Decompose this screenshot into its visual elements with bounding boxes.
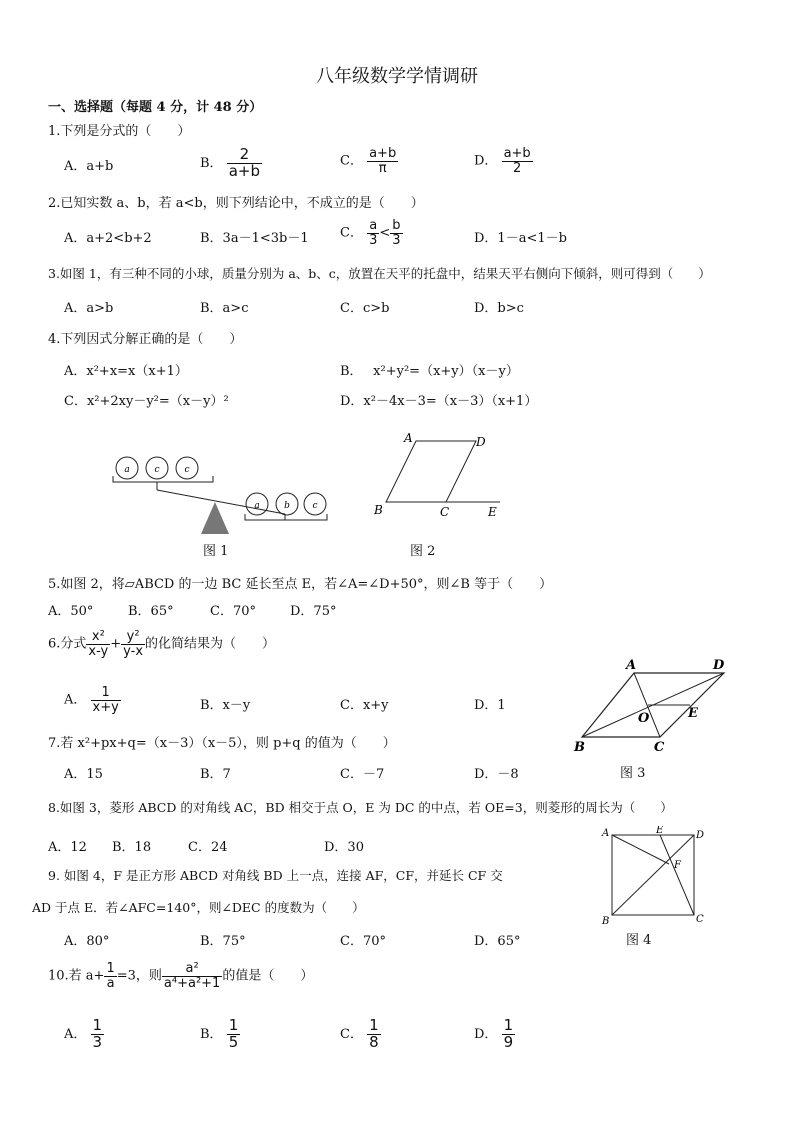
segment-af <box>612 835 669 864</box>
option-label: A． <box>64 1026 87 1042</box>
figure-4-caption: 图 4 <box>626 933 652 948</box>
stem-text: 的化简结果为（ ） <box>145 636 276 652</box>
q5-option-b: B．65° <box>128 604 174 619</box>
q1-option-b <box>200 147 262 180</box>
q9-option-c: C．70° <box>340 934 386 949</box>
q1-option-a: A．a+b <box>64 159 114 174</box>
denominator: π <box>378 160 387 176</box>
numerator: 1 <box>503 1016 514 1034</box>
option-label: B． <box>200 1026 223 1042</box>
label-e: E <box>488 505 497 519</box>
q6-stem <box>48 630 275 658</box>
q8-option-b: B．18 <box>112 840 152 855</box>
numerator: a+b <box>369 146 397 161</box>
option-label: D． <box>474 1026 498 1042</box>
fraction <box>162 962 222 990</box>
ball-label: b <box>284 501 290 511</box>
label-a: A <box>404 431 413 445</box>
label-d: D <box>696 830 705 841</box>
q2-option-a: A．a+2<b+2 <box>64 231 152 246</box>
numerator: a² <box>162 962 222 977</box>
label-b: B <box>574 740 585 755</box>
figure-3-caption: 图 3 <box>620 766 646 781</box>
q10-option-d <box>474 1018 515 1051</box>
option-label: B． <box>200 155 223 171</box>
operator: + <box>110 636 122 652</box>
fraction <box>91 1018 105 1051</box>
q8-option-d: D．30 <box>324 840 364 855</box>
fulcrum <box>201 502 229 534</box>
q7-stem: 7.若 x²+px+q=（x－3）（x－5），则 p+q 的值为（ ） <box>48 736 396 751</box>
numerator: 2 <box>227 147 262 164</box>
ball-label: c <box>154 465 160 475</box>
numerator: 1 <box>106 961 115 976</box>
q8-stem: 8.如图 3，菱形 ABCD 的对角线 AC，BD 相交于点 O，E 为 DC 的中点，若 OE=3，则菱形的周长为（ ） <box>48 800 673 815</box>
numerator: a <box>367 219 379 234</box>
stem-text: 6.分式 <box>48 636 87 652</box>
q9-line-2: AD 于点 E．若∠AFC=140°，则∠DEC 的度数为（ ） <box>32 900 365 915</box>
q7-option-b: B．7 <box>200 767 231 782</box>
label-a: A <box>602 828 610 839</box>
numerator: 1 <box>228 1016 239 1034</box>
q1-option-c <box>340 147 398 175</box>
q3-option-b: B．a>c <box>200 301 249 316</box>
section-heading: 一、选择题（每题 4 分，计 48 分） <box>48 100 263 115</box>
denominator: a⁴+a²+1 <box>163 975 221 991</box>
numerator: 1 <box>369 1016 379 1034</box>
q4-option-d: D．x²－4x－3=（x－3）（x+1） <box>340 394 538 409</box>
q9-option-d: D．65° <box>474 934 521 949</box>
numerator: 1 <box>92 1016 103 1034</box>
ball-label: a <box>124 465 130 475</box>
ball-label: a <box>254 501 260 511</box>
page-title: 八年级数学学情调研 <box>316 66 478 87</box>
fraction <box>121 630 145 658</box>
label-a: A <box>626 658 637 673</box>
figure-2-caption: 图 2 <box>410 544 436 559</box>
option-label: C． <box>340 1026 363 1042</box>
fraction <box>367 147 398 175</box>
q10-option-a <box>64 1018 104 1051</box>
label-c: C <box>654 740 665 755</box>
fraction <box>91 686 121 714</box>
q2-option-b: B．3a－1<3b－1 <box>200 231 309 246</box>
denominator: 2 <box>513 160 522 176</box>
denominator: a <box>106 975 115 991</box>
label-d: D <box>713 658 725 673</box>
q10-option-c <box>340 1018 381 1051</box>
fraction <box>367 219 379 247</box>
denominator: 8 <box>369 1032 379 1051</box>
fraction <box>390 219 402 247</box>
fraction <box>367 1018 381 1051</box>
option-label: D． <box>474 153 498 169</box>
q5-option-a: A．50° <box>48 604 94 619</box>
q9-line-1: 9. 如图 4，F 是正方形 ABCD 对角线 BD 上一点，连接 AF，CF，并延长 CF 交 <box>48 868 503 883</box>
q7-option-a: A．15 <box>64 767 103 782</box>
label-f: F <box>674 860 681 871</box>
figure-1-caption: 图 1 <box>203 544 229 559</box>
denominator: 3 <box>92 1032 103 1051</box>
label-b: B <box>374 503 383 517</box>
denominator: a+b <box>228 161 260 180</box>
q4-option-b: B． x²+y²=（x+y）（x－y） <box>340 364 519 379</box>
q10-stem <box>48 962 313 990</box>
option-label: C． <box>340 153 363 169</box>
q10-option-b <box>200 1018 240 1051</box>
q8-option-a: A．12 <box>48 840 87 855</box>
label-e: E <box>656 826 664 836</box>
denominator: 5 <box>228 1032 239 1051</box>
q5-option-d: D．75° <box>290 604 337 619</box>
q9-option-a: A．80° <box>64 934 110 949</box>
q3-option-a: A．a>b <box>64 301 114 316</box>
denominator: 9 <box>503 1032 514 1051</box>
fraction <box>502 147 533 175</box>
q5-stem: 5.如图 2，将▱ABCD 的一边 BC 延长至点 E，若∠A=∠D+50°，则∠B 等于（ ） <box>48 577 553 592</box>
denominator: x-y <box>88 643 109 659</box>
q4-option-a: A．x²+x=x（x+1） <box>64 364 188 379</box>
stem-text: =3，则 <box>116 968 162 984</box>
q3-stem: 3.如图 1，有三种不同的小球，质量分别为 a、b、c，放置在天平的托盘中，结果天平右侧向下倾斜，则可得到（ ） <box>48 266 711 281</box>
option-label: C． <box>340 225 363 241</box>
segment-ec <box>660 835 694 915</box>
label-d: D <box>476 435 486 449</box>
q6-option-a <box>64 686 121 714</box>
q4-stem: 4.下列因式分解正确的是（ ） <box>48 332 243 347</box>
denominator: 3 <box>369 232 378 248</box>
denominator: 3 <box>392 232 401 248</box>
fraction <box>227 1018 241 1051</box>
q7-option-d: D．－8 <box>474 767 519 782</box>
figure-2-parallelogram <box>368 428 508 522</box>
label-o: O <box>638 711 650 726</box>
option-label: A． <box>64 692 87 708</box>
denominator: x+y <box>92 699 119 715</box>
label-c: C <box>696 914 704 925</box>
denominator: y-x <box>123 643 144 659</box>
numerator: y² <box>121 630 145 645</box>
ball-label: c <box>184 465 190 475</box>
numerator: x² <box>86 630 110 645</box>
q2-option-d: D．1－a<1－b <box>474 231 567 246</box>
q1-stem: 1.下列是分式的（ ） <box>48 124 191 139</box>
fraction <box>502 1018 516 1051</box>
numerator: 1 <box>91 686 121 701</box>
q2-option-c <box>340 219 403 247</box>
figure-4-square <box>598 826 710 926</box>
q7-option-c: C．－7 <box>340 767 385 782</box>
q6-option-c: C．x+y <box>340 698 389 713</box>
numerator: b <box>390 219 402 234</box>
parallelogram <box>386 441 476 502</box>
fraction <box>104 962 116 990</box>
fraction <box>227 147 262 180</box>
q2-stem: 2.已知实数 a、b，若 a<b，则下列结论中，不成立的是（ ） <box>48 196 424 211</box>
q3-option-c: C．c>b <box>340 301 390 316</box>
label-c: C <box>440 505 450 519</box>
figure-3-rhombus <box>570 655 740 755</box>
q6-option-b: B．x－y <box>200 698 251 713</box>
q9-option-b: B．75° <box>200 934 246 949</box>
q4-option-c: C．x²+2xy－y²=（x－y）² <box>64 394 229 409</box>
label-e: E <box>688 706 698 721</box>
q1-option-d <box>474 147 533 175</box>
fraction <box>86 630 110 658</box>
label-b: B <box>602 916 610 926</box>
q6-option-d: D．1 <box>474 698 506 713</box>
q3-option-d: D．b>c <box>474 301 524 316</box>
q8-option-c: C．24 <box>188 840 228 855</box>
q5-option-c: C．70° <box>210 604 256 619</box>
ball-label: c <box>312 501 318 511</box>
stem-text: 的值是（ ） <box>222 968 314 984</box>
numerator: a+b <box>503 146 531 161</box>
stem-text: 10.若 a+ <box>48 968 105 984</box>
operator: < <box>379 225 391 241</box>
diagonal-bd <box>612 835 694 915</box>
figure-1-balance <box>105 448 340 538</box>
